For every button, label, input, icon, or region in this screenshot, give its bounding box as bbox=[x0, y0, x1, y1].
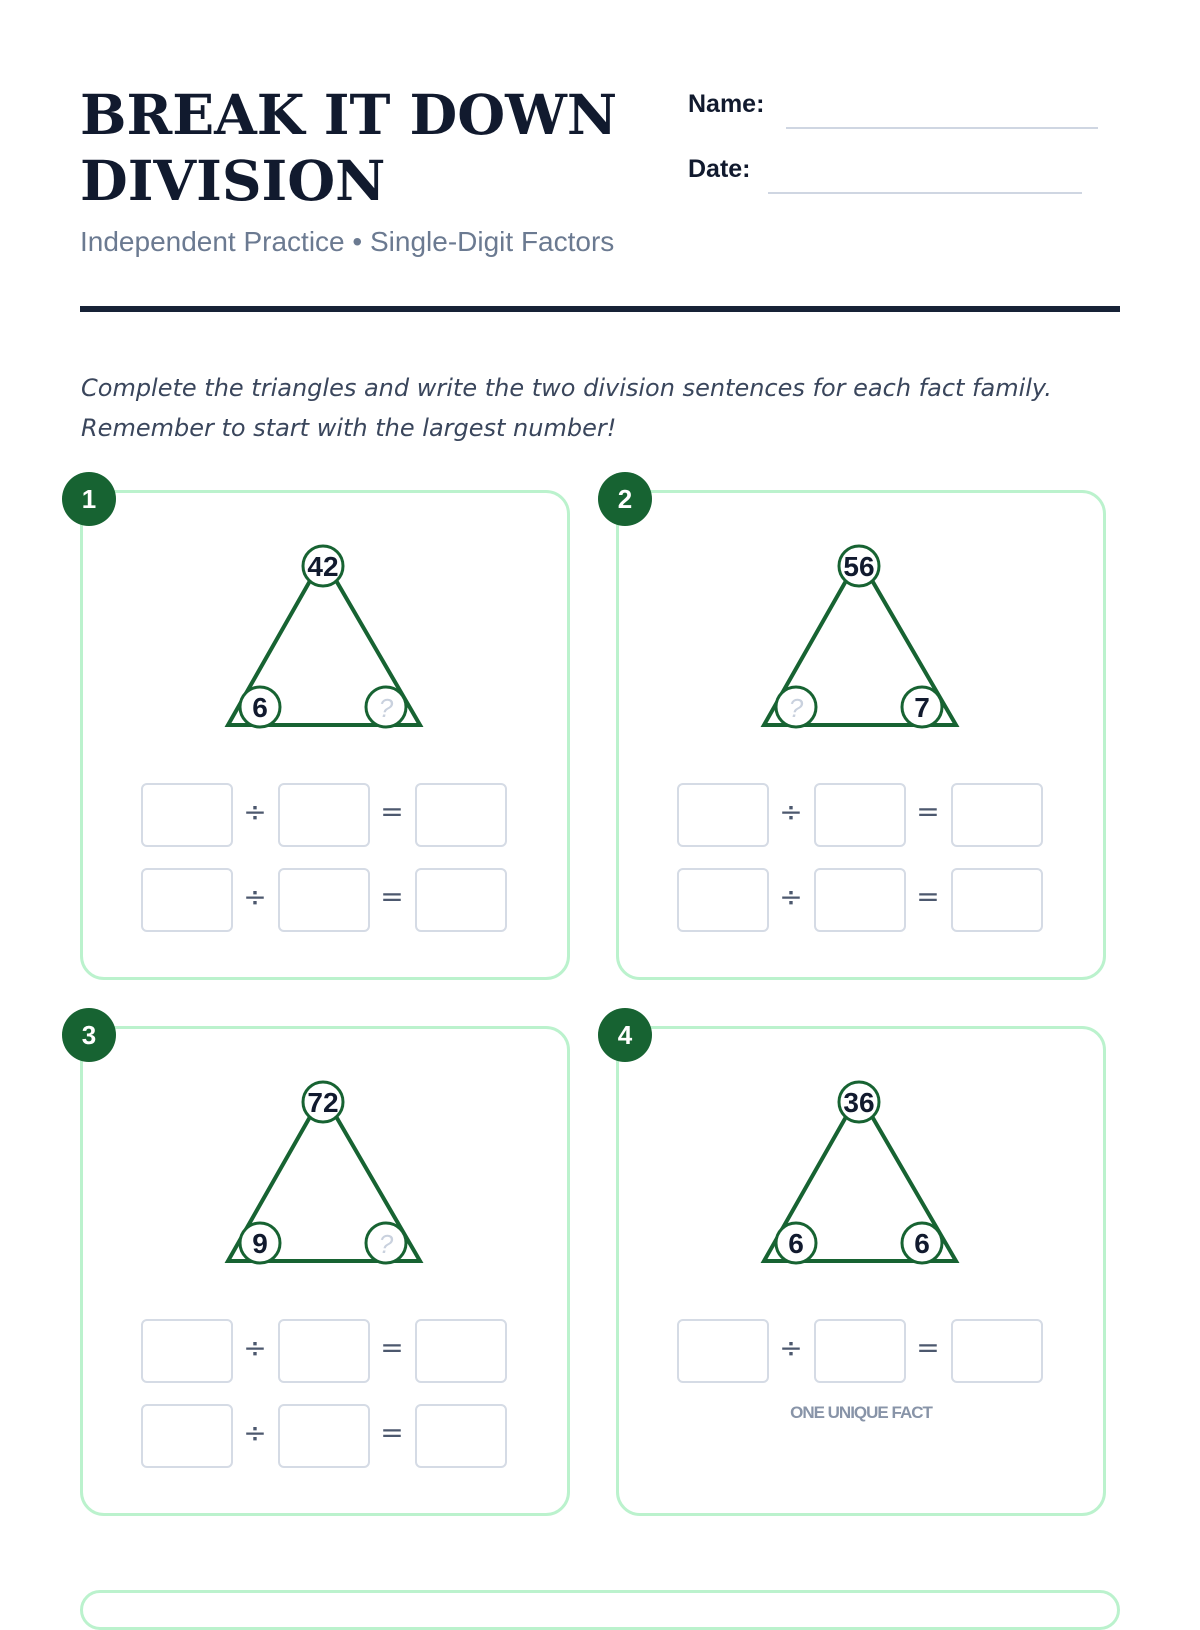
equals-sign: = bbox=[916, 795, 940, 828]
problem-number-badge: 3 bbox=[62, 1008, 116, 1062]
divisor-answer-box[interactable] bbox=[278, 783, 370, 847]
division-sentence-row bbox=[677, 868, 1049, 934]
divide-sign: ÷ bbox=[243, 1331, 267, 1364]
problem-card-1 bbox=[80, 490, 570, 980]
triangle-left-number bbox=[240, 1223, 280, 1263]
equals-sign: = bbox=[916, 880, 940, 913]
divisor-answer-box[interactable] bbox=[278, 1319, 370, 1383]
triangle-left-number-value: 6 bbox=[788, 1228, 804, 1259]
triangle-top-number-value: 42 bbox=[307, 551, 339, 582]
triangle-right-number[interactable] bbox=[366, 687, 406, 727]
name-label: Name: bbox=[688, 90, 765, 118]
triangle-left-number-value: 6 bbox=[252, 692, 268, 723]
triangle-right-number bbox=[902, 687, 942, 727]
divide-sign: ÷ bbox=[779, 1331, 803, 1364]
dividend-answer-box[interactable] bbox=[141, 1404, 233, 1468]
triangle-left-number-value: 9 bbox=[252, 1228, 268, 1259]
name-line[interactable] bbox=[786, 127, 1098, 129]
triangle-right-number-value: 7 bbox=[914, 692, 930, 723]
triangle-right-number-value: ? bbox=[378, 693, 394, 723]
divisor-answer-box[interactable] bbox=[814, 783, 906, 847]
divide-sign: ÷ bbox=[779, 795, 803, 828]
triangle-left-number bbox=[240, 687, 280, 727]
divisor-answer-box[interactable] bbox=[278, 868, 370, 932]
triangle-left-number[interactable] bbox=[776, 687, 816, 727]
fact-family-triangle bbox=[223, 533, 433, 733]
division-sentence-row bbox=[141, 1404, 513, 1470]
equals-sign: = bbox=[380, 1416, 404, 1449]
divisor-answer-box[interactable] bbox=[278, 1404, 370, 1468]
divisor-answer-box[interactable] bbox=[814, 1319, 906, 1383]
quotient-answer-box[interactable] bbox=[951, 783, 1043, 847]
worksheet-title bbox=[80, 82, 640, 214]
triangle-top-number bbox=[839, 546, 879, 586]
unique-fact-note: ONE UNIQUE FACT bbox=[790, 1403, 932, 1422]
dividend-answer-box[interactable] bbox=[141, 1319, 233, 1383]
division-sentence-row bbox=[141, 1319, 513, 1385]
divide-sign: ÷ bbox=[243, 1416, 267, 1449]
quotient-answer-box[interactable] bbox=[415, 868, 507, 932]
dividend-answer-box[interactable] bbox=[141, 868, 233, 932]
division-sentence-row bbox=[677, 783, 1049, 849]
triangle-right-number-value: 6 bbox=[914, 1228, 930, 1259]
dividend-answer-box[interactable] bbox=[141, 783, 233, 847]
instructions-line-2: Remember to start with the largest number! bbox=[81, 414, 617, 442]
triangle-top-number bbox=[303, 546, 343, 586]
triangle-top-number bbox=[303, 1082, 343, 1122]
quotient-answer-box[interactable] bbox=[415, 783, 507, 847]
equals-sign: = bbox=[916, 1331, 940, 1364]
problem-card-4 bbox=[616, 1026, 1106, 1516]
triangle-right-number[interactable] bbox=[366, 1223, 406, 1263]
worksheet-subtitle: Independent Practice • Single-Digit Factors bbox=[80, 226, 615, 257]
problem-card-3 bbox=[80, 1026, 570, 1516]
triangle-left-number bbox=[776, 1223, 816, 1263]
problem-number-badge: 1 bbox=[62, 472, 116, 526]
divisor-answer-box[interactable] bbox=[814, 868, 906, 932]
division-sentence-row bbox=[141, 783, 513, 849]
date-label: Date: bbox=[688, 155, 751, 183]
triangle-top-number-value: 36 bbox=[843, 1087, 875, 1118]
triangle-top-number-value: 56 bbox=[843, 551, 875, 582]
triangle-right-number bbox=[902, 1223, 942, 1263]
date-line[interactable] bbox=[768, 192, 1082, 194]
header-divider bbox=[80, 306, 1120, 312]
dividend-answer-box[interactable] bbox=[677, 868, 769, 932]
dividend-answer-box[interactable] bbox=[677, 783, 769, 847]
divide-sign: ÷ bbox=[243, 795, 267, 828]
divide-sign: ÷ bbox=[243, 880, 267, 913]
triangle-top-number bbox=[839, 1082, 879, 1122]
triangle-left-number-value: ? bbox=[788, 693, 804, 723]
instructions-line-1: Complete the triangles and write the two division sentences for each fact family. bbox=[81, 374, 1052, 402]
triangle-right-number-value: ? bbox=[378, 1229, 394, 1259]
equals-sign: = bbox=[380, 880, 404, 913]
equals-sign: = bbox=[380, 795, 404, 828]
fact-family-triangle bbox=[759, 1069, 969, 1269]
fact-family-triangle bbox=[223, 1069, 433, 1269]
triangle-top-number-value: 72 bbox=[307, 1087, 339, 1118]
divide-sign: ÷ bbox=[779, 880, 803, 913]
quotient-answer-box[interactable] bbox=[951, 1319, 1043, 1383]
quotient-answer-box[interactable] bbox=[415, 1404, 507, 1468]
next-problem-card bbox=[80, 1590, 1120, 1630]
equals-sign: = bbox=[380, 1331, 404, 1364]
quotient-answer-box[interactable] bbox=[415, 1319, 507, 1383]
dividend-answer-box[interactable] bbox=[677, 1319, 769, 1383]
problem-number-badge: 2 bbox=[598, 472, 652, 526]
title-line-2: DIVISION bbox=[80, 148, 386, 213]
problem-card-2 bbox=[616, 490, 1106, 980]
division-sentence-row bbox=[677, 1319, 1049, 1385]
title-line-1: BREAK IT DOWN bbox=[80, 82, 618, 147]
division-sentence-row bbox=[141, 868, 513, 934]
instructions bbox=[81, 368, 1141, 448]
quotient-answer-box[interactable] bbox=[951, 868, 1043, 932]
problem-number-badge: 4 bbox=[598, 1008, 652, 1062]
fact-family-triangle bbox=[759, 533, 969, 733]
